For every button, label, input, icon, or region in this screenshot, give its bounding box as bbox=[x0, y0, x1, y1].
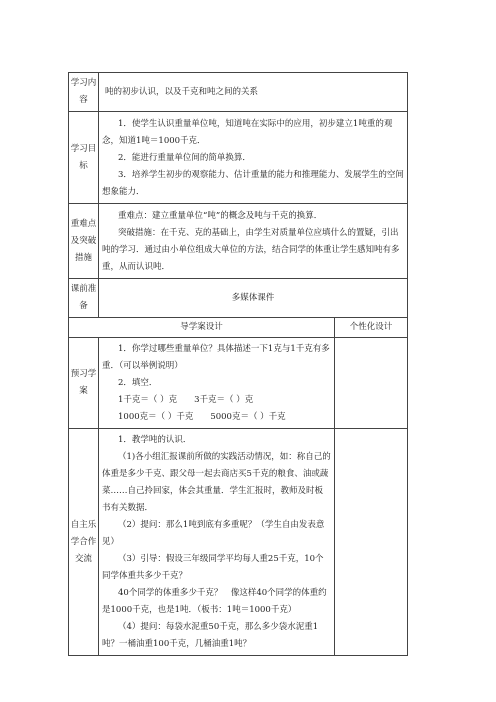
preview-row bbox=[69, 338, 408, 429]
explore-label: 自主乐学合作交流 bbox=[69, 429, 99, 656]
preview-line: 1000克＝（ ）千克 5000克＝（ ）千克 bbox=[118, 412, 286, 422]
preview-personal-cell bbox=[335, 338, 408, 429]
explore-line: 40个同学的体重多少千克？ 像这样40个同学的体重约是1000千克，也是1吨．（板书：1吨＝1000千克） bbox=[102, 588, 327, 615]
topic-label: 学习内容 bbox=[69, 73, 99, 112]
preview-line: 1．你学过哪些重量单位？具体描述一下1克与1千克有多重．（可以举例说明） bbox=[102, 344, 330, 371]
key-label: 重难点及突破措施 bbox=[69, 204, 99, 279]
explore-content bbox=[99, 429, 335, 656]
lesson-plan-table bbox=[68, 72, 408, 656]
explore-row bbox=[69, 429, 408, 656]
key-item: 重难点：建立重量单位“吨”的概念及吨与千克的换算． bbox=[118, 211, 323, 221]
key-content bbox=[99, 204, 408, 279]
key-row bbox=[69, 204, 408, 279]
explore-personal-cell bbox=[335, 429, 408, 656]
key-item: 突破措施：在千克、克的基础上，由学生对质量单位应填什么的置疑，引出吨的学习．通过由小单位组成大单位的方法，结合同学的体重让学生感知吨有多重，从而认识吨． bbox=[102, 228, 400, 272]
explore-line: （3）引导：假设三年级同学平均每人重25千克，10个同学体重共多少千克？ bbox=[102, 554, 324, 581]
preview-line: 2．填空． bbox=[118, 378, 158, 388]
goals-row bbox=[69, 112, 408, 204]
preview-line: 1千克＝（ ）克 3千克＝（ ）克 bbox=[118, 395, 254, 405]
topic-title: 吨的初步认识，以及千克和吨之间的关系 bbox=[99, 73, 408, 112]
goal-item: 1．使学生认识重量单位吨，知道吨在实际中的应用，初步建立1吨重的观念，知道1吨＝1000千克． bbox=[102, 119, 393, 146]
preview-label: 预习学案 bbox=[69, 338, 99, 429]
goal-item: 3．培养学生初步的观察能力、估计重量的能力和推理能力、发展学生的空间想象能力． bbox=[102, 170, 404, 197]
goals-label: 学习目标 bbox=[69, 112, 99, 204]
explore-line: （1)各小组汇报课前所做的实践活动情况，如：称自己的体重是多少千克、跟父母一起去商店买5千克的粮食、油或蔬菜……自己拎回家，体会其重量．学生汇报时，教师及时板书有关数据． bbox=[102, 452, 331, 513]
preview-content bbox=[99, 338, 335, 429]
topic-row bbox=[69, 73, 408, 112]
explore-line: （4）提问：每袋水泥重50千克，那么多少袋水泥重1吨？一桶油重100千克，几桶油重1吨？ bbox=[102, 622, 319, 649]
prep-content: 多媒体课件 bbox=[99, 279, 408, 318]
personal-header: 个性化设计 bbox=[335, 318, 408, 338]
explore-line: 1．教学吨的认识． bbox=[118, 435, 192, 445]
design-header: 导学案设计 bbox=[69, 318, 335, 338]
prep-row bbox=[69, 279, 408, 318]
goals-content bbox=[99, 112, 408, 204]
goal-item: 2．能进行重量单位间的简单换算． bbox=[118, 153, 251, 163]
prep-label: 课前准备 bbox=[69, 279, 99, 318]
explore-line: （2）提问：那么1吨到底有多重呢？（学生自由发表意见） bbox=[102, 520, 325, 547]
header-row bbox=[69, 318, 408, 338]
